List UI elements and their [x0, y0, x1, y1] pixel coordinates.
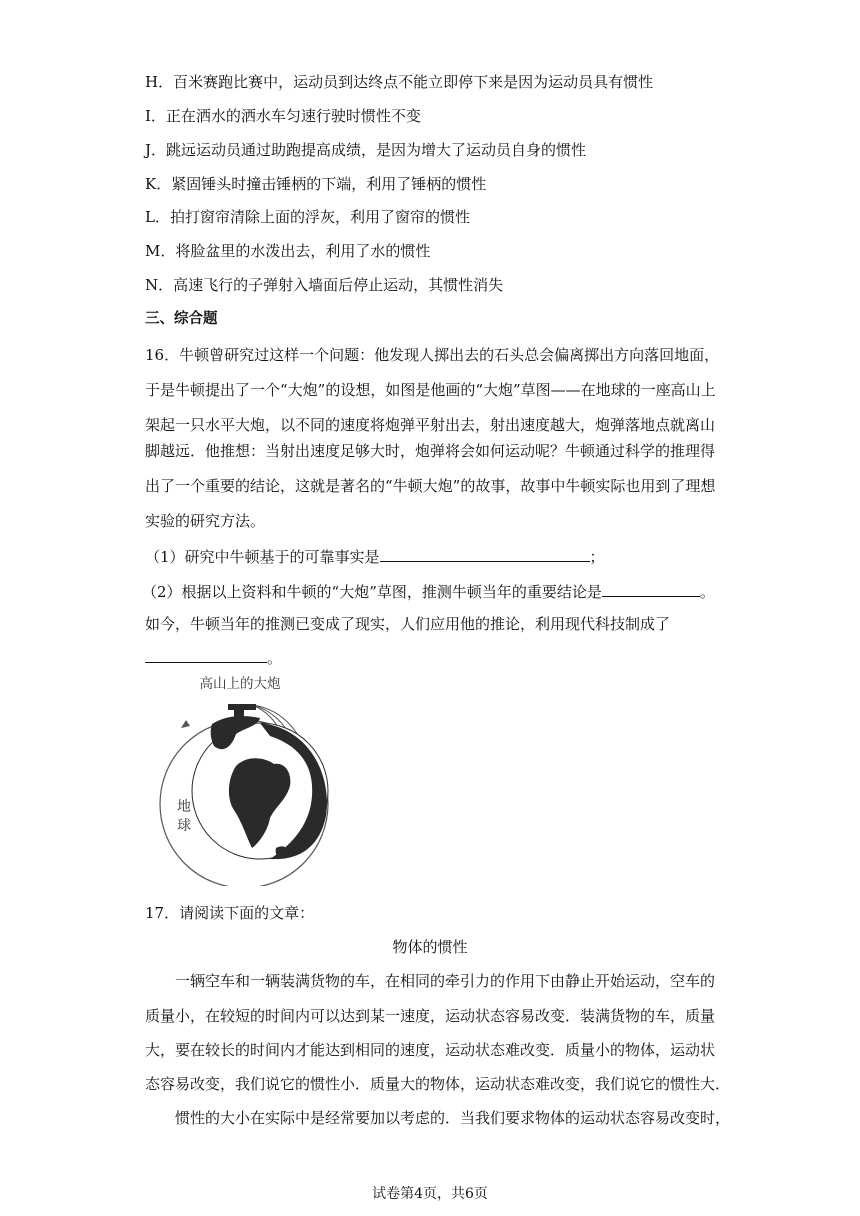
- answer-blank-3[interactable]: [145, 648, 267, 663]
- q17-intro: 17．请阅读下面的文章：: [145, 904, 315, 922]
- option-j: J．跳远运动员通过助跑提高成绩，是因为增大了运动员自身的惯性: [145, 141, 587, 159]
- q16-sub2-line3-suffix: 。: [267, 649, 283, 667]
- q16-line: 于是牛顿提出了一个“大炮”的设想，如图是他画的“大炮”草图——在地球的一座高山上: [145, 381, 716, 399]
- article-line: 惯性的大小在实际中是经常要加以考虑的．当我们要求物体的运动状态容易改变时，: [175, 1109, 731, 1127]
- option-k: K．紧固锤头时撞击锤柄的下端，利用了锤柄的惯性: [145, 175, 487, 193]
- q16-line: 脚越远．他推想：当射出速度足够大时，炮弹将会如何运动呢？牛顿通过科学的推理得: [145, 442, 716, 460]
- continent: [276, 846, 288, 857]
- earth-label-char: 地: [177, 799, 191, 815]
- q16-sub1-prefix: （1）研究中牛顿基于的可靠事实是: [145, 548, 380, 566]
- q16-sub1: [145, 547, 605, 567]
- option-i: I．正在洒水的洒水车匀速行驶时惯性不变: [145, 107, 421, 125]
- article-line: 一辆空车和一辆装满货物的车，在相同的牵引力的作用下由静止开始运动，空车的: [175, 972, 716, 990]
- answer-blank-1[interactable]: [380, 547, 590, 562]
- option-n: N．高速飞行的子弹射入墙面后停止运动，其惯性消失: [145, 276, 504, 294]
- q16-sub2-line3: [145, 648, 282, 668]
- cannon-barrel: [228, 704, 256, 710]
- q16-sub2-prefix: （2）根据以上资料和牛顿的“大炮”草图，推测牛顿当年的重要结论是: [142, 583, 602, 601]
- orbit-arrow: [181, 720, 190, 728]
- q16-sub2-line2: 如今，牛顿当年的推测已变成了现实，人们应用他的推论，利用现代科技制成了: [145, 615, 671, 633]
- q16-sub1-suffix: ；: [589, 548, 605, 566]
- figure-caption: 高山上的大炮: [199, 676, 281, 692]
- earth-label-char: 球: [177, 818, 191, 834]
- q16-line: 出了一个重要的结论，这就是著名的“牛顿大炮”的故事，故事中牛顿实际也用到了理想: [145, 477, 716, 495]
- page-footer: 试卷第4页，共6页: [372, 1186, 488, 1202]
- section-title: 三、综合题: [145, 311, 218, 327]
- article-line: 态容易改变，我们说它的惯性小．质量大的物体，运动状态难改变，我们说它的惯性大．: [145, 1075, 731, 1093]
- earth-orbit-diagram: [140, 666, 340, 886]
- article-line: 大，要在较长的时间内才能达到相同的速度，运动状态难改变．质量小的物体，运动状: [145, 1041, 716, 1059]
- article-title: 物体的惯性: [392, 938, 468, 956]
- answer-blank-2[interactable]: [602, 582, 700, 597]
- option-m: M．将脸盆里的水泼出去，利用了水的惯性: [145, 242, 431, 260]
- newton-cannon-figure: [140, 666, 340, 886]
- option-l: L．拍打窗帘清除上面的浮灰，利用了窗帘的惯性: [145, 208, 470, 226]
- q16-sub2-suffix: 。: [699, 583, 715, 601]
- q16-line: 架起一只水平大炮，以不同的速度将炮弹平射出去，射出速度越大，炮弹落地点就离山: [145, 416, 716, 434]
- q16-sub2: [142, 582, 715, 602]
- q16-line: 16．牛顿曾研究过这样一个问题：他发现人掷出去的石头总会偏离掷出方向落回地面，: [145, 346, 720, 364]
- article-line: 质量小，在较短的时间内可以达到某一速度，运动状态容易改变．装满货物的车，质量: [145, 1007, 716, 1025]
- option-h: H．百米赛跑比赛中，运动员到达终点不能立即停下来是因为运动员具有惯性: [145, 73, 654, 91]
- cannon-base: [234, 710, 244, 722]
- q16-line: 实验的研究方法。: [145, 512, 266, 530]
